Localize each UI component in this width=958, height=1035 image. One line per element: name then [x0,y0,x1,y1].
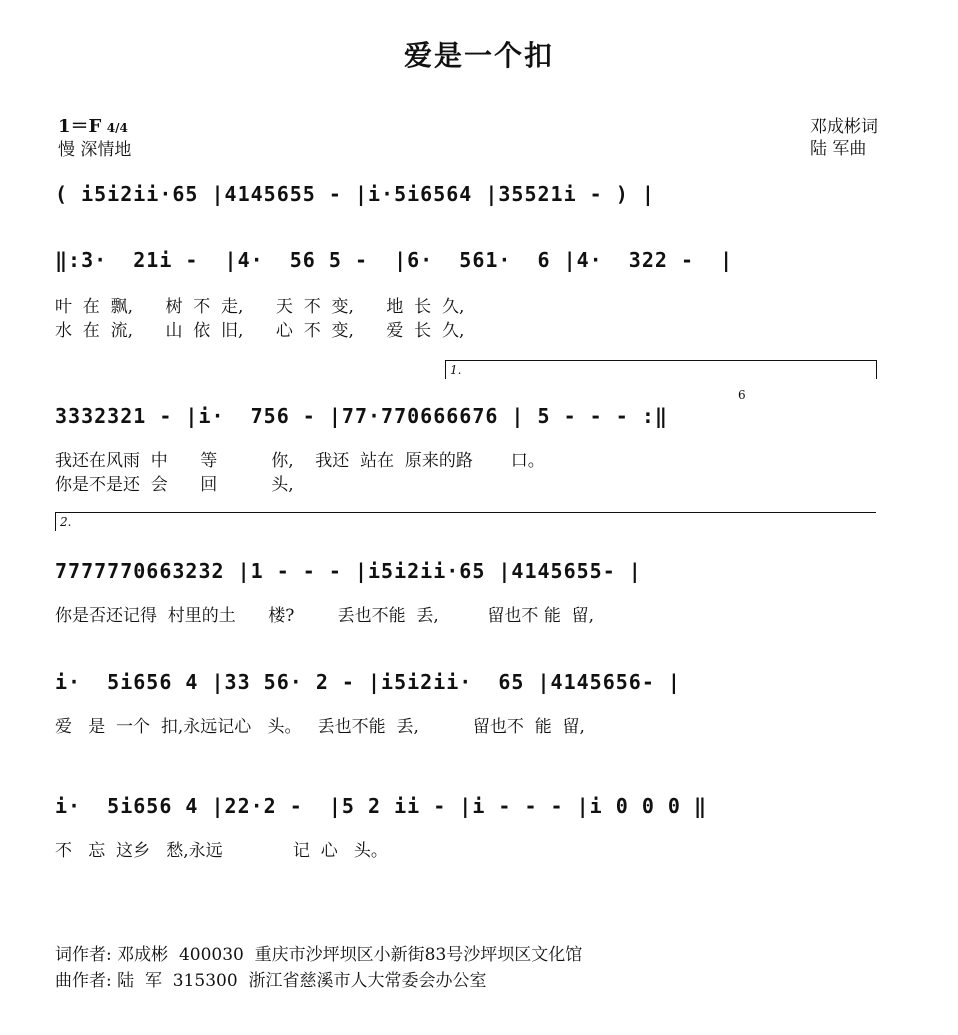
ending-number: 1. [450,363,462,377]
notes-line: 7777770663232 |1 - - - |i5i2ii·65 |4145655- | [55,559,642,583]
tempo-marking: 慢 深情地 [58,140,132,160]
notes-line: 3332321 - |i· 756 - |77·770666676 | 5 - - - :‖ [55,404,668,428]
credits [810,116,878,160]
grace-note-mark: 6 [738,388,746,402]
lyric-verse-2: 水 在 流, 山 依 旧, 心 不 变, 爱 长 久, [55,321,465,341]
lyricist-credit: 邓成彬词 [810,117,878,137]
key-signature: 1＝F [58,116,102,137]
footer-composer-address: 曲作者: 陆 军 315300 浙江省慈溪市人大常委会办公室 [55,971,487,991]
score-system-intro [55,178,885,218]
second-ending-bracket [55,512,876,531]
footer-lyricist-address: 词作者: 邓成彬 400030 重庆市沙坪坝区小新街83号沙坪坝区文化馆 [55,945,583,965]
score-system-6 [55,790,885,870]
notes-line: ‖:3· 21i - |4· 56 5 - |6· 561· 6 |4· 322 - | [55,248,734,272]
key-and-tempo [58,116,131,161]
notes-line: i· 5i656 4 |33 56· 2 - |i5i2ii· 65 |4145656- | [55,670,681,694]
notes-line: ( i5i2ii·65 |4145655 - |i·5i6564 |35521i - ) | [55,182,655,206]
lyric-line: 你是否还记得 村里的土 楼? 丢也不能 丢, 留也不 能 留, [55,606,595,626]
score-system-3 [55,400,885,500]
lyric-line: 爱 是 一个 扣,永远记心 头。 丢也不能 丢, 留也不 能 留, [55,717,585,737]
composer-credit: 陆 军曲 [810,139,867,159]
lyric-verse-1: 我还在风雨 中 等 你, 我还 站在 原来的路 口。 [55,451,545,471]
score-system-2 [55,244,885,344]
lyric-verse-2: 你是不是还 会 回 头, [55,475,294,495]
notes-line: i· 5i656 4 |22·2 - |5 2 ii - |i - - - |i 0 0 0 ‖ [55,794,708,818]
score-system-5 [55,666,885,746]
lyric-verse-1: 叶 在 飘, 树 不 走, 天 不 变, 地 长 久, [55,297,465,317]
first-ending-bracket [445,360,877,379]
ending-number: 2. [60,515,72,529]
score-system-4 [55,555,885,635]
lyric-line: 不 忘 这乡 愁,永远 记 心 头。 [55,841,388,861]
song-title: 爱是一个扣 [403,39,554,72]
time-signature: 4/4 [106,121,128,135]
